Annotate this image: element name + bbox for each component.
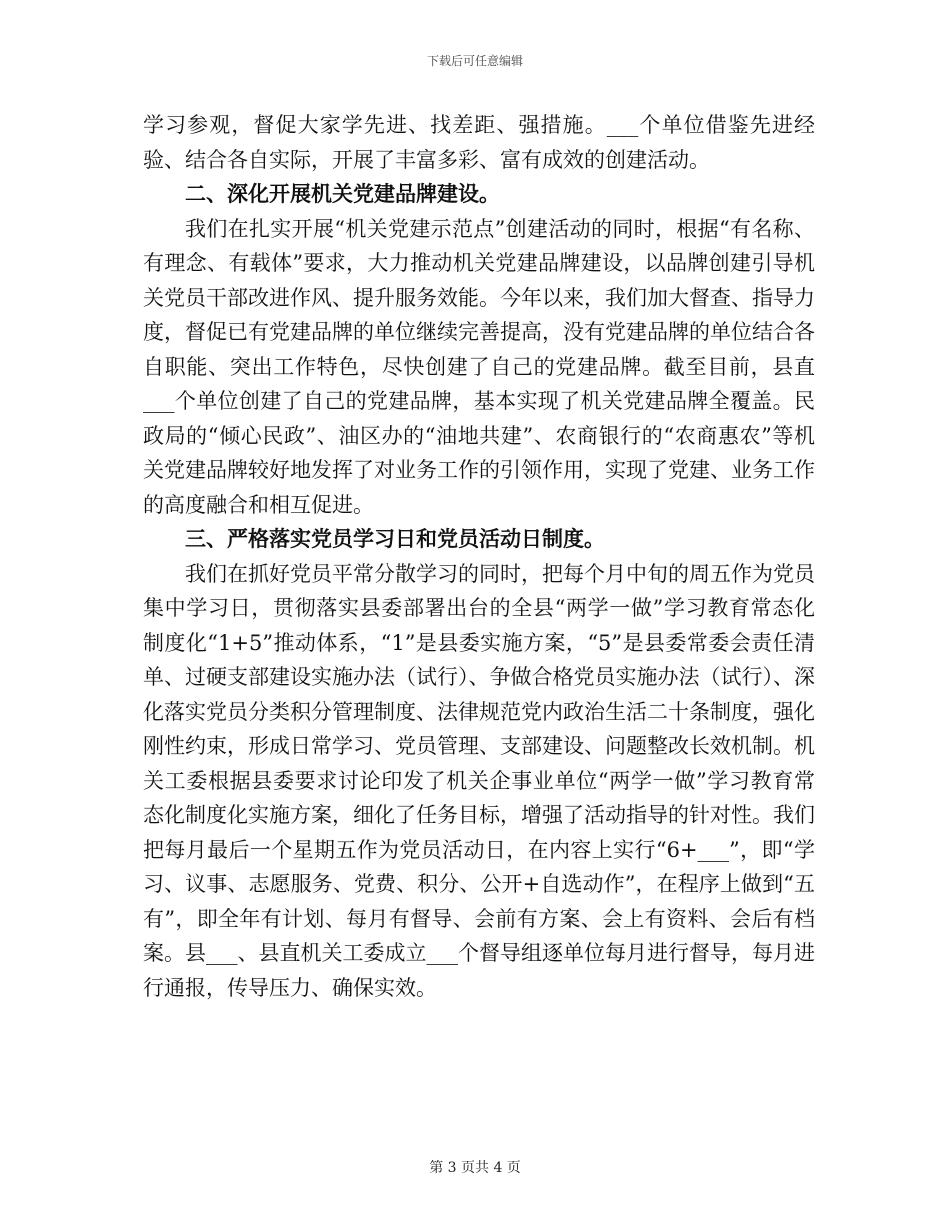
paragraph-party-brand: 我们在扎实开展“机关党建示范点”创建活动的同时，根据“有名称、有理念、有载体”要求，大力推动机关党建品牌建设，以品牌创建引导机关党员干部改进作风、提升服务效能。今年以来，我们加大督查、指导力度，督促已有党建品牌的单位继续完善提高，没有党建品牌的单位结合各自职能、突出工作特色，尽快创建了自己的党建品牌。截至目前，县直___个单位创建了自己的党建品牌，基本实现了机关党建品牌全覆盖。民政局的“倾心民政”、油区办的“油地共建”、农商银行的“农商惠农”等机关党建品牌较好地发挥了对业务工作的引领作用，实现了党建、业务工作的高度融合和相互促进。 [143,216,815,517]
section-heading-3: 三、严格落实党员学习日和党员活动日制度。 [185,526,605,551]
page-footer: 第 3 页共 4 页 [429,1160,521,1176]
page-header: 下载后可任意编辑 [426,54,523,68]
section-heading-2: 二、深化开展机关党建品牌建设。 [185,181,500,206]
paragraph-study-day: 我们在抓好党员平常分散学习的同时，把每个月中旬的周五作为党员集中学习日，贯彻落实县委部署出台的全县“两学一做”学习教育常态化制度化“1+5”推动体系，“1”是县委实施方案，“5”是县委常委会责任清单、过硬支部建设实施办法（试行）、争做合格党员实施办法（试行）、深化落实党员分类积分管理制度、法律规范党内政治生活二十条制度，强化刚性约束，形成日常学习、党员管理、支部建设、问题整改长效机制。机关工委根据县委要求讨论印发了机关企事业单位“两学一做”学习教育常态化制度化实施方案，细化了任务目标，增强了活动指导的针对性。我们把每月最后一个星期五作为党员活动日，在内容上实行“6+___”，即“学习、议事、志愿服务、党费、积分、公开+自选动作”，在程序上做到“五有”，即全年有计划、每月有督导、会前有方案、会上有资料、会后有档案。县___、县直机关工委成立___个督导组逐单位每月进行督导，每月进行通报，传导压力、确保实效。 [143,561,815,1000]
paragraph-continuation: 学习参观，督促大家学先进、找差距、强措施。___个单位借鉴先进经验、结合各自实际，开展了丰富多彩、富有成效的创建活动。 [143,113,815,172]
document-body [143,108,815,1005]
